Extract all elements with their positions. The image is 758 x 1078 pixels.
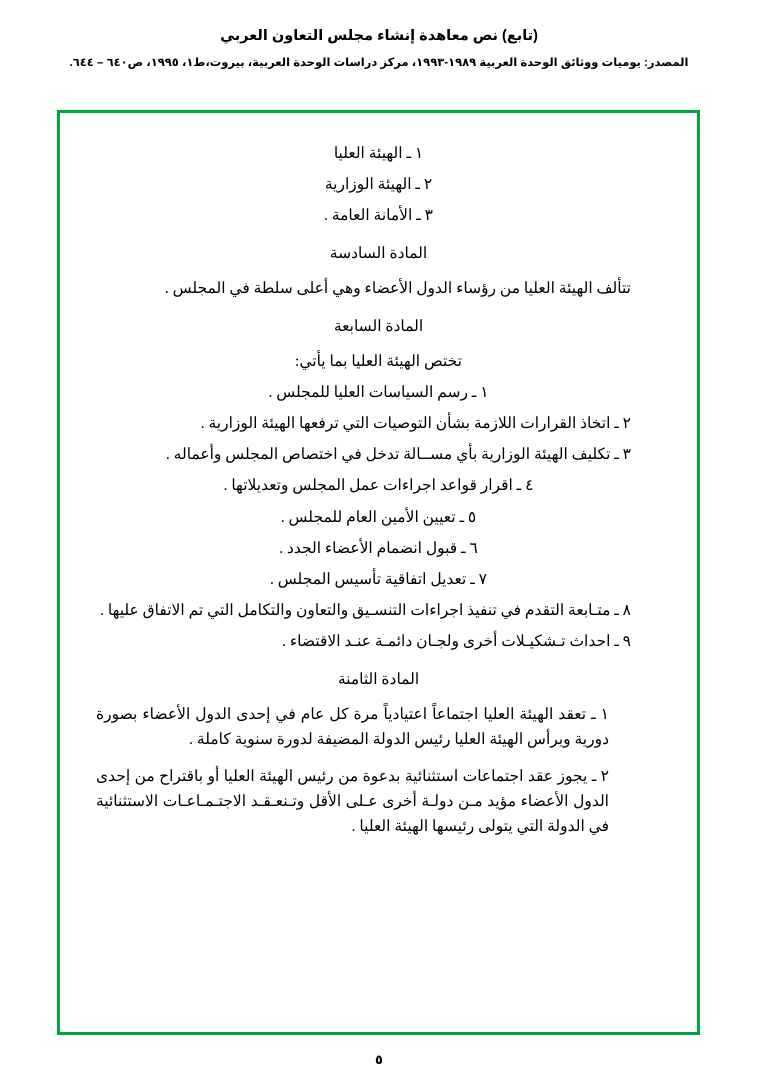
list-item: ١ ـ الهيئة العليا bbox=[333, 145, 424, 162]
list-item: ١ ـ رسم السياسات العليا للمجلس . bbox=[268, 384, 489, 402]
article-eight-title: المادة الثامنة bbox=[337, 671, 420, 689]
article-seven-intro: تختص الهيئة العليا بما يأتي: bbox=[295, 353, 462, 371]
list-item: ٢ ـ يجوز عقد اجتماعات استثنائية بدعوة من رئيس الهيئة العليا أو باقتراح من إحدى الدول الأعضاء مؤيد مـن دولـة أخرى عـلى الأقل وتـنعـقـد الاجتـمـاعـات الاستثنائية في الدولة التي يتولى رئيسها الهيئة العليا . bbox=[96, 768, 609, 836]
article-seven-title: المادة السابعة bbox=[333, 318, 424, 336]
page-number: ٥ bbox=[375, 1052, 383, 1067]
list-item: ٢ ـ اتخاذ القرارات اللازمة بشأن التوصيات التي ترفعها الهيئة الوزارية . bbox=[200, 415, 631, 433]
list-item: ٧ ـ تعديل اتفاقية تأسيس المجلس . bbox=[270, 570, 487, 588]
list-item: ٨ ـ متـابعة التقدم في تنفيذ اجراءات التنسـيق والتعاون والتكامل التي تم الاتفاق عليها . bbox=[100, 601, 631, 619]
list-item: ٤ ـ اقرار قواعد اجراءات عمل المجلس وتعديلاتها . bbox=[223, 477, 534, 495]
article-six-text: تتألف الهيئة العليا من رؤساء الدول الأعضاء وهي أعلى سلطة في المجلس . bbox=[164, 280, 631, 298]
header-source: المصدر: يوميات ووثائق الوحدة العربية ١٩٨٩-١٩٩٣، مركز دراسات الوحدة العربية، بيروت،ط١، ١٩٩٥، ص٦٤٠ – ٦٤٤. bbox=[69, 57, 689, 69]
article-six-title: المادة السادسة bbox=[329, 245, 428, 263]
list-item: ١ ـ تعقد الهيئة العليا اجتماعاً اعتيادياً مرة كل عام في إحدى الدول الأعضاء بصورة دورية ويرأس الهيئة العليا رئيس الدولة المضيفة لدورة سنوية كاملة . bbox=[96, 705, 609, 749]
header-title: (تابع) نص معاهدة إنشاء مجلس التعاون العربي bbox=[220, 28, 538, 44]
list-item: ٣ ـ الأمانة العامة . bbox=[324, 207, 433, 225]
list-item: ٢ ـ الهيئة الوزارية bbox=[324, 176, 433, 194]
list-item: ٩ ـ احداث تـشكيـلات أخرى ولجـان دائمـة عنـد الاقتضاء . bbox=[282, 633, 631, 651]
content-frame bbox=[57, 110, 700, 1035]
list-item: ٥ ـ تعيين الأمين العام للمجلس . bbox=[280, 508, 477, 526]
document-body bbox=[96, 139, 661, 845]
page-header bbox=[0, 28, 758, 69]
list-item: ٦ ـ قبول انضمام الأعضاء الجدد . bbox=[279, 539, 478, 557]
list-item: ٣ ـ تكليف الهيئة الوزارية بأي مســالة تدخل في اختصاص المجلس وأعماله . bbox=[165, 446, 631, 464]
